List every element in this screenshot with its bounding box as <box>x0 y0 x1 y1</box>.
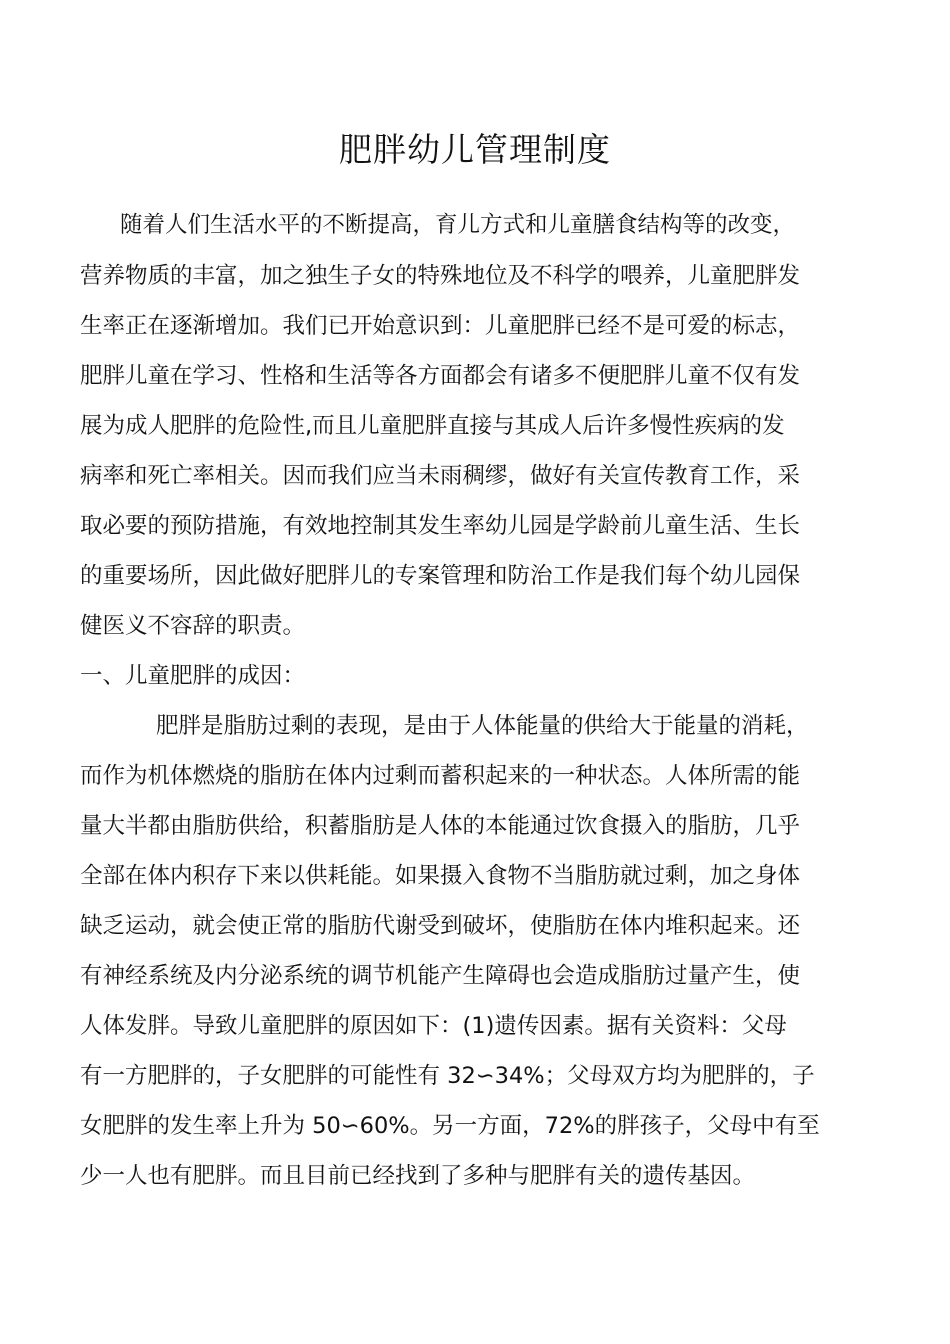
section-1-line-1: 肥胖是脂肪过剩的表现，是由于人体能量的供给大于能量的消耗， <box>156 713 809 739</box>
intro-line-2: 营养物质的丰富，加之独生子女的特殊地位及不科学的喂养，儿童肥胖发 <box>80 263 801 289</box>
intro-line-7: 取必要的预防措施，有效地控制其发生率幼儿园是学龄前儿童生活、生长 <box>80 513 801 539</box>
section-1-line-5: 缺乏运动，就会使正常的脂肪代谢受到破坏，使脂肪在体内堆积起来。还 <box>80 913 801 939</box>
section-1-heading: 一、儿童肥胖的成因： <box>80 663 306 689</box>
intro-line-5: 展为成人肥胖的危险性,而且儿童肥胖直接与其成人后许多慢性疾病的发 <box>80 413 785 439</box>
section-1-line-7: 人体发胖。导致儿童肥胖的原因如下：(1)遗传因素。据有关资料：父母 <box>80 1013 787 1039</box>
intro-line-4: 肥胖儿童在学习、性格和生活等各方面都会有诸多不便肥胖儿童不仅有发 <box>80 363 801 389</box>
intro-line-8: 的重要场所，因此做好肥胖儿的专案管理和防治工作是我们每个幼儿园保 <box>80 563 801 589</box>
section-1-line-2: 而作为机体燃烧的脂肪在体内过剩而蓄积起来的一种状态。人体所需的能 <box>80 763 801 789</box>
section-1-line-10: 少一人也有肥胖。而且目前已经找到了多种与肥胖有关的遗传基因。 <box>80 1163 756 1189</box>
document-title: 肥胖幼儿管理制度 <box>339 130 611 169</box>
section-1-line-8: 有一方肥胖的，子女肥胖的可能性有 32∽34%；父母双方均为肥胖的，子 <box>80 1063 815 1089</box>
section-1-line-3: 量大半都由脂肪供给，积蓄脂肪是人体的本能通过饮食摄入的脂肪，几乎 <box>80 813 801 839</box>
intro-line-1: 随着人们生活水平的不断提高，育儿方式和儿童膳食结构等的改变， <box>120 212 796 238</box>
intro-line-9: 健医义不容辞的职责。 <box>80 613 306 639</box>
intro-line-3: 生率正在逐渐增加。我们已开始意识到：儿童肥胖已经不是可爱的标志， <box>80 313 801 339</box>
intro-line-6: 病率和死亡率相关。因而我们应当未雨稠缪，做好有关宣传教育工作，采 <box>80 463 801 489</box>
section-1-line-9: 女肥胖的发生率上升为 50∽60%。另一方面，72%的胖孩子，父母中有至 <box>80 1113 820 1139</box>
section-1-line-6: 有神经系统及内分泌系统的调节机能产生障碍也会造成脂肪过量产生，使 <box>80 963 801 989</box>
section-1-line-4: 全部在体内积存下来以供耗能。如果摄入食物不当脂肪就过剩，加之身体 <box>80 863 801 889</box>
